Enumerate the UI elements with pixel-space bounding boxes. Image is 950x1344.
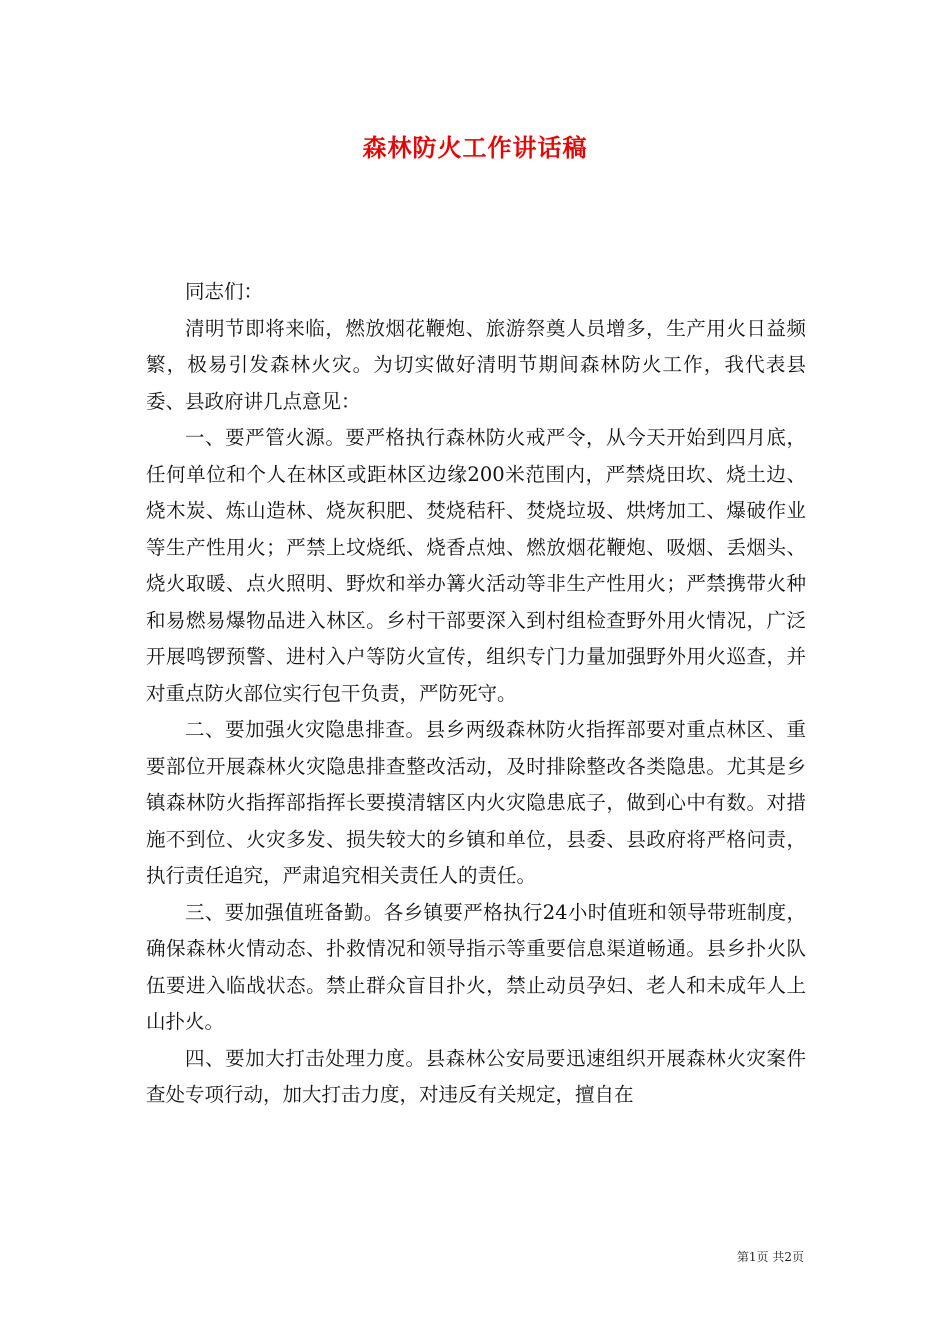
paragraph-intro: 清明节即将来临，燃放烟花鞭炮、旅游祭奠人员增多，生产用火日益频繁，极易引发森林火灾。为切实做好清明节期间森林防火工作，我代表县委、县政府讲几点意见： — [146, 316, 806, 413]
paragraph-hazard-check: 二、要加强火灾隐患排查。县乡两级森林防火指挥部要对重点林区、重要部位开展森林火灾隐患排查整改活动，及时排除整改各类隐患。尤其是乡镇森林防火指挥部指挥长要摸清辖区内火灾隐患底子，做到心中有数。对措施不到位、火灾多发、损失较大的乡镇和单位，县委、县政府将严格问责，执行责任追究，严肃追究相关责任人的责任。 — [146, 718, 806, 887]
paragraph-duty: 三、要加强值班备勤。各乡镇要严格执行24小时值班和领导带班制度，确保森林火情动态、扑救情况和领导指示等重要信息渠道畅通。县乡扑火队伍要进入临战状态。禁止群众盲目扑火，禁止动员孕妇、老人和未成年人上山扑火。 — [146, 900, 806, 1033]
document-body — [146, 274, 806, 1114]
page-number: 第1页 共2页 — [736, 1250, 804, 1264]
paragraph-fire-source: 一、要严管火源。要严格执行森林防火戒严令，从今天开始到四月底，任何单位和个人在林区或距林区边缘200米范围内，严禁烧田坎、烧土边、烧木炭、炼山造林、烧灰积肥、焚烧秸秆、焚烧垃圾、烘烤加工、爆破作业等生产性用火；严禁上坟烧纸、烧香点烛、燃放烟花鞭炮、吸烟、丢烟头、烧火取暖、点火照明、野炊和举办篝火活动等非生产性用火；严禁携带火种和易燃易爆物品进入林区。乡村干部要深入到村组检查野外用火情况，广泛开展鸣锣预警、进村入户等防火宣传，组织专门力量加强野外用火巡查，并对重点防火部位实行包干负责，严防死守。 — [146, 426, 806, 705]
document-title: 森林防火工作讲话稿 — [362, 133, 588, 162]
salutation: 同志们： — [185, 280, 264, 303]
paragraph-enforcement: 四、要加大打击处理力度。县森林公安局要迅速组织开展森林火灾案件查处专项行动，加大打击力度，对违反有关规定，擅自在 — [146, 1046, 806, 1106]
